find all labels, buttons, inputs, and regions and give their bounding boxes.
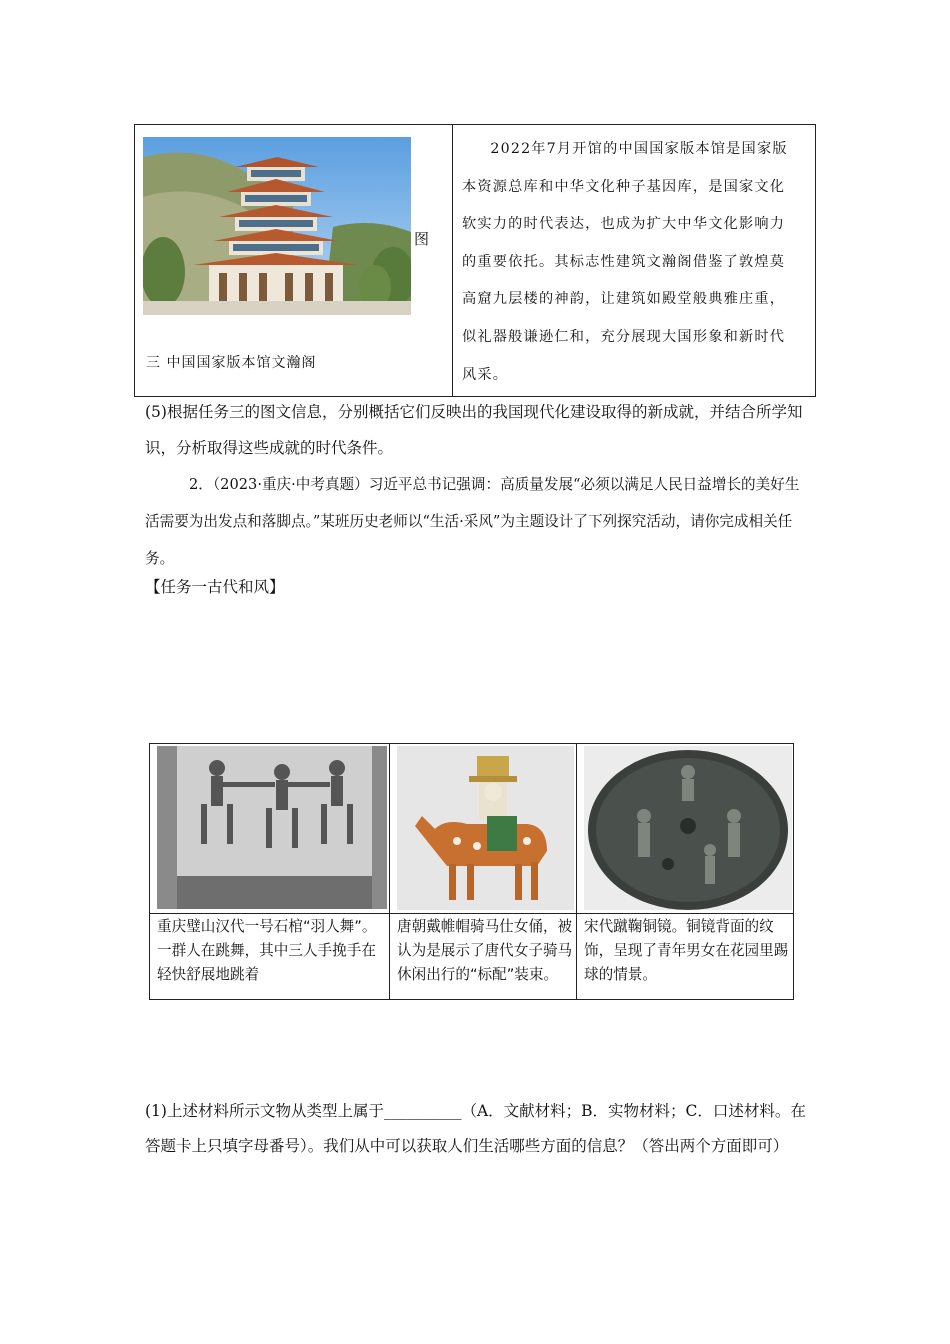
figure-side-label: 图 (414, 230, 430, 248)
question-1: (1)上述材料所示文物从类型上属于__________（A．文献材料；B．实物材料；C．口述材料。在答题卡上只填字母番号）。我们从中可以获取人们生活哪些方面的信息？（答出两个方面即可） (145, 1102, 806, 1155)
stone-coffin-rubbing-image (157, 746, 387, 909)
figure-caption: 三 中国国家版本馆文瀚阁 (146, 355, 317, 371)
artifact-caption-3: 宋代蹴鞠铜镜。铜镜背面的纹饰，呈现了青年男女在花园里踢球的情景。 (584, 918, 789, 983)
song-cuju-bronze-mirror-image (584, 746, 792, 910)
question-2-stem: 2．（2023·重庆·中考真题）习近平总书记强调：高质量发展“必须以满足人民日益增长的美好生活需要为出发点和落脚点。”某班历史老师以“生活·采风”为主题设计了下列探究活动，请你完成相关任务。 (145, 476, 800, 567)
wenlan-pavilion-photo (143, 137, 411, 315)
table-divider (452, 124, 453, 397)
figure-description: 2022年7月开馆的中国国家版本馆是国家版本资源总库和中华文化种子基因库，是国家文化软实力的时代表达，也成为扩大中华文化影响力的重要依托。其标志性建筑文瀚阁借鉴了敦煌莫高窟九层楼的神韵，让建筑如殿堂般典雅庄重，似礼器般谦逊仁和，充分展现大国形象和新时代风采。 (462, 141, 788, 383)
artifacts-row-divider (149, 913, 794, 914)
artifacts-col-divider (576, 743, 577, 1000)
tang-horse-rider-figurine-image (397, 746, 574, 910)
artifacts-col-divider (389, 743, 390, 1000)
task1-heading: 【任务一古代和风】 (145, 578, 285, 596)
artifact-caption-1: 重庆璧山汉代一号石棺“羽人舞”。一群人在跳舞，其中三人手挽手在轻快舒展地跳着 (157, 918, 377, 983)
question-5: (5)根据任务三的图文信息，分别概括它们反映出的我国现代化建设取得的新成就，并结合所学知识，分析取得这些成就的时代条件。 (145, 403, 803, 457)
artifact-caption-2: 唐朝戴帷帽骑马仕女俑，被认为是展示了唐代女子骑马休闲出行的“标配”装束。 (397, 918, 573, 983)
